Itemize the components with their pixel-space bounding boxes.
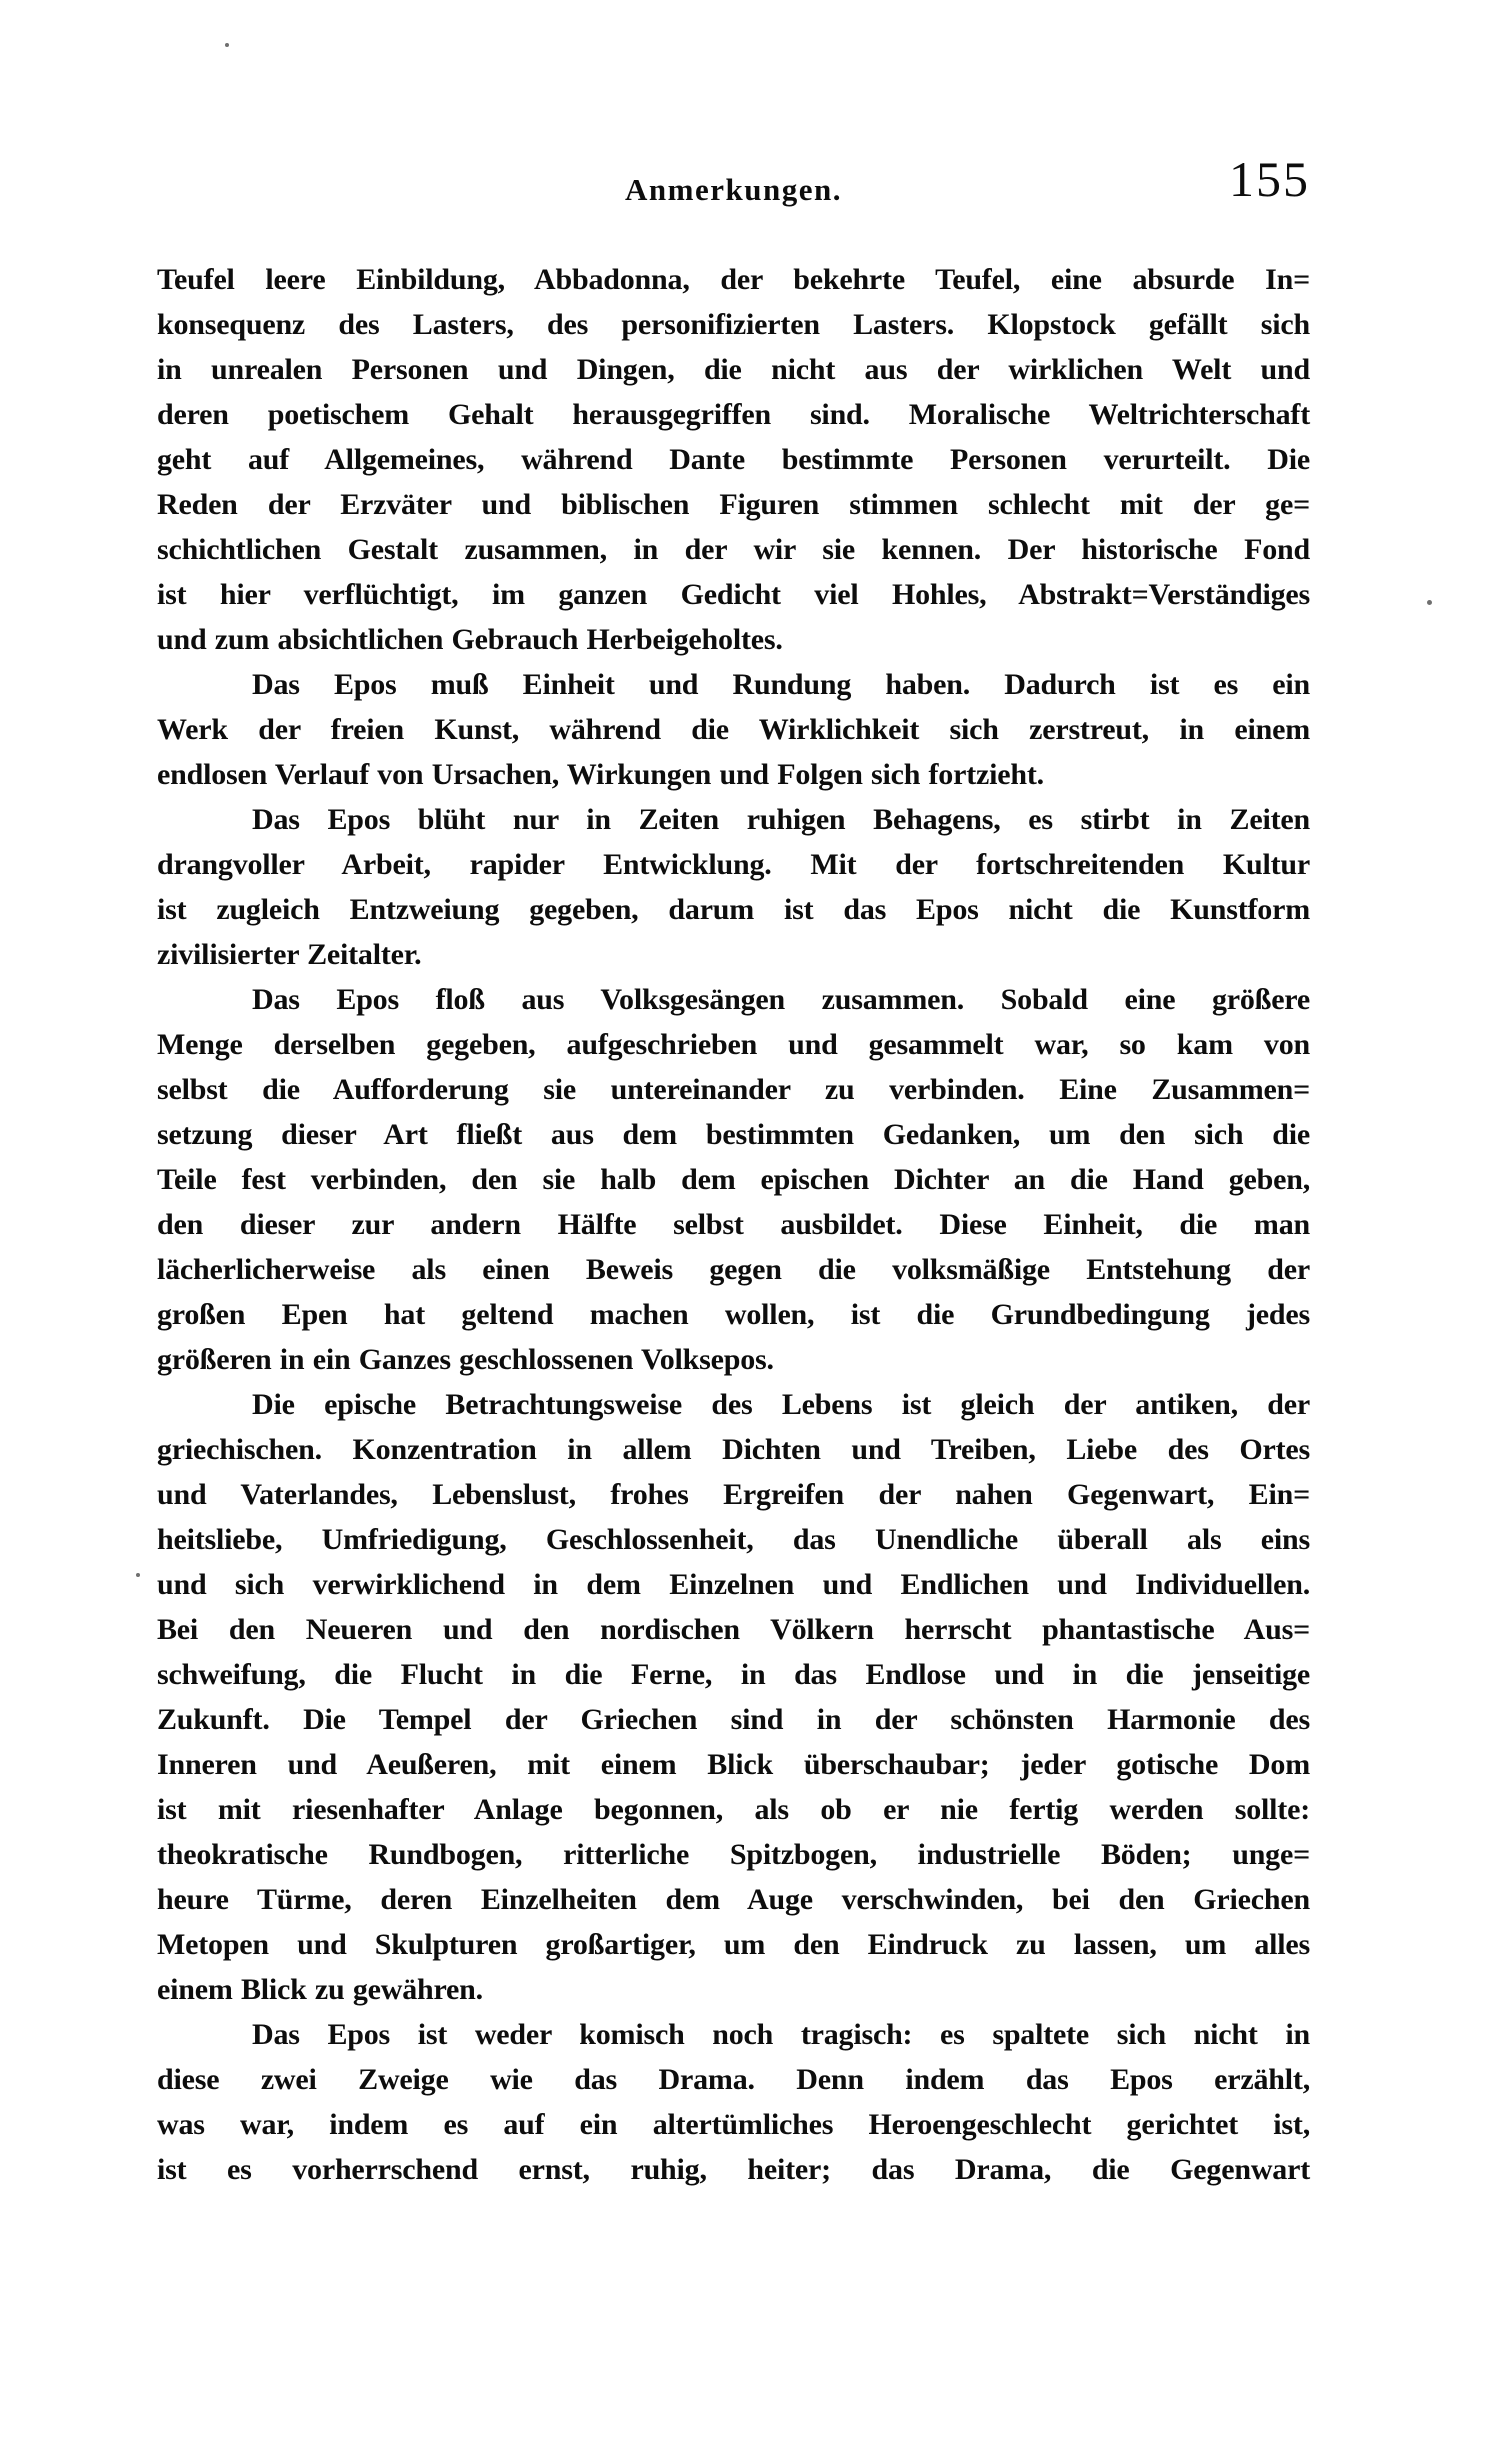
text-line: lächerlicherweise als einen Beweis gegen die volksmäßige Entstehung der <box>157 1253 1310 1286</box>
text-line: selbst die Aufforderung sie untereinander zu verbinden. Eine Zusammen= <box>157 1073 1310 1106</box>
text-line: Teufel leere Einbildung, Abbadonna, der bekehrte Teufel, eine absurde In= <box>157 263 1310 296</box>
text-line: schweifung, die Flucht in die Ferne, in das Endlose und in die jenseitige <box>157 1658 1310 1691</box>
text-line: Menge derselben gegeben, aufgeschrieben und gesammelt war, so kam von <box>157 1028 1310 1061</box>
scan-speck <box>225 43 229 47</box>
text-line: Bei den Neueren und den nordischen Völkern herrscht phantastische Aus= <box>157 1613 1310 1646</box>
text-line: heure Türme, deren Einzelheiten dem Auge verschwinden, bei den Griechen <box>157 1883 1310 1916</box>
text-line: geht auf Allgemeines, während Dante bestimmte Personen verurteilt. Die <box>157 443 1310 476</box>
text-line: was war, indem es auf ein altertümliches Heroengeschlecht gerichtet ist, <box>157 2108 1310 2141</box>
text-line: den dieser zur andern Hälfte selbst ausbildet. Diese Einheit, die man <box>157 1208 1310 1241</box>
page-number: 155 <box>1229 151 1310 207</box>
text-line: Metopen und Skulpturen großartiger, um den Eindruck zu lassen, um alles <box>157 1928 1310 1961</box>
text-line: Reden der Erzväter und biblischen Figuren stimmen schlecht mit der ge= <box>157 488 1310 521</box>
text-line: Teile fest verbinden, den sie halb dem epischen Dichter an die Hand geben, <box>157 1163 1310 1196</box>
text-line: Inneren und Aeußeren, mit einem Blick überschaubar; jeder gotische Dom <box>157 1748 1310 1781</box>
text-line: größeren in ein Ganzes geschlossenen Volksepos. <box>157 1343 774 1376</box>
text-line: Die epische Betrachtungsweise des Lebens ist gleich der antiken, der <box>252 1388 1310 1421</box>
text-line: drangvoller Arbeit, rapider Entwicklung. Mit der fortschreitenden Kultur <box>157 848 1310 881</box>
text-line: Werk der freien Kunst, während die Wirklichkeit sich zerstreut, in einem <box>157 713 1310 746</box>
text-line: und zum absichtlichen Gebrauch Herbeigeholtes. <box>157 623 783 656</box>
text-line: ist mit riesenhafter Anlage begonnen, als ob er nie fertig werden sollte: <box>157 1793 1310 1826</box>
text-line: Das Epos floß aus Volksgesängen zusammen. Sobald eine größere <box>252 983 1310 1016</box>
text-line: konsequenz des Lasters, des personifizierten Lasters. Klopstock gefällt sich <box>157 308 1310 341</box>
text-line: griechischen. Konzentration in allem Dichten und Treiben, Liebe des Ortes <box>157 1433 1310 1466</box>
text-line: heitsliebe, Umfriedigung, Geschlossenheit, das Unendliche überall als eins <box>157 1523 1310 1556</box>
running-header-title: Anmerkungen. <box>625 172 842 207</box>
text-line: in unrealen Personen und Dingen, die nicht aus der wirklichen Welt und <box>157 353 1310 386</box>
text-line: Das Epos ist weder komisch noch tragisch: es spaltete sich nicht in <box>252 2018 1310 2051</box>
text-line: zivilisierter Zeitalter. <box>157 938 422 971</box>
page-header <box>157 150 1310 220</box>
text-line: schichtlichen Gestalt zusammen, in der wir sie kennen. Der historische Fond <box>157 533 1310 566</box>
text-line: ist zugleich Entzweiung gegeben, darum ist das Epos nicht die Kunstform <box>157 893 1310 926</box>
scan-speck <box>1427 600 1432 605</box>
text-line: und sich verwirklichend in dem Einzelnen und Endlichen und Individuellen. <box>157 1568 1310 1601</box>
scan-speck <box>136 1573 140 1577</box>
text-line: Das Epos blüht nur in Zeiten ruhigen Behagens, es stirbt in Zeiten <box>252 803 1310 836</box>
text-line: setzung dieser Art fließt aus dem bestimmten Gedanken, um den sich die <box>157 1118 1310 1151</box>
text-line: deren poetischem Gehalt herausgegriffen sind. Moralische Weltrichterschaft <box>157 398 1310 431</box>
text-line: Das Epos muß Einheit und Rundung haben. Dadurch ist es ein <box>252 668 1310 701</box>
text-line: endlosen Verlauf von Ursachen, Wirkungen und Folgen sich fortzieht. <box>157 758 1044 791</box>
text-line: einem Blick zu gewähren. <box>157 1973 483 2006</box>
text-line: theokratische Rundbogen, ritterliche Spitzbogen, industrielle Böden; unge= <box>157 1838 1310 1871</box>
text-line: diese zwei Zweige wie das Drama. Denn indem das Epos erzählt, <box>157 2063 1310 2096</box>
text-line: großen Epen hat geltend machen wollen, ist die Grundbedingung jedes <box>157 1298 1310 1331</box>
text-body <box>157 257 1310 2192</box>
text-line: und Vaterlandes, Lebenslust, frohes Ergreifen der nahen Gegenwart, Ein= <box>157 1478 1310 1511</box>
text-line: Zukunft. Die Tempel der Griechen sind in der schönsten Harmonie des <box>157 1703 1310 1736</box>
text-line: ist es vorherrschend ernst, ruhig, heiter; das Drama, die Gegenwart <box>157 2153 1310 2186</box>
text-line: ist hier verflüchtigt, im ganzen Gedicht viel Hohles, Abstrakt=Verständiges <box>157 578 1310 611</box>
